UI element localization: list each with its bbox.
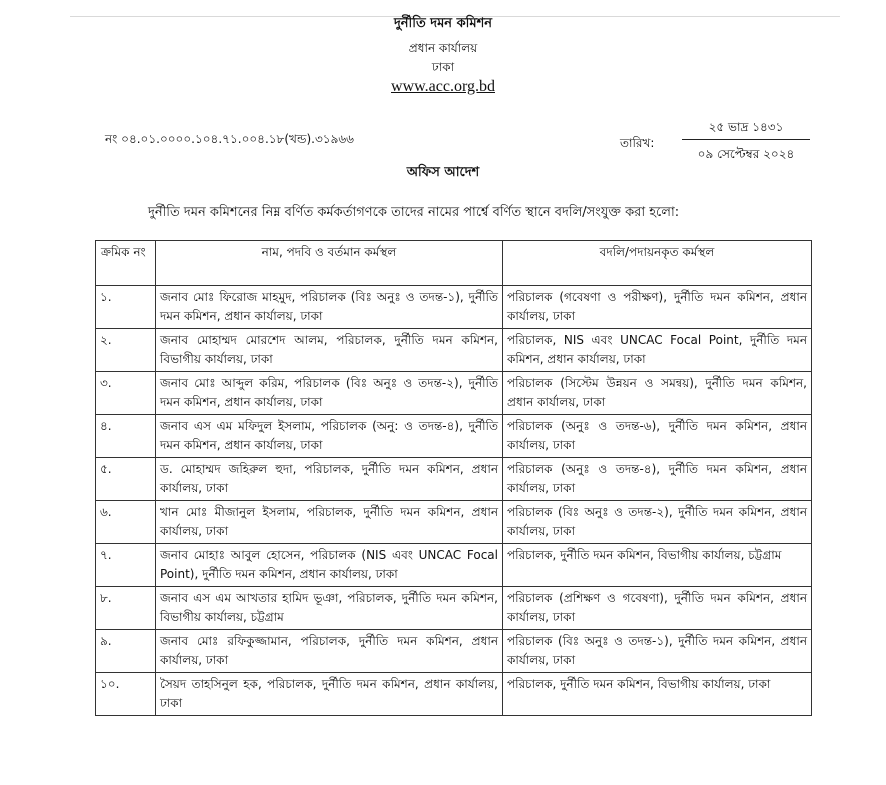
cell-destination: পরিচালক, দুর্নীতি দমন কমিশন, বিভাগীয় কার্যালয়, ঢাকা bbox=[503, 673, 812, 716]
table-row bbox=[96, 544, 812, 587]
table-row bbox=[96, 630, 812, 673]
header-name: নাম, পদবি ও বর্তমান কর্মস্থল bbox=[156, 241, 503, 286]
date-gregorian: ০৯ সেপ্টেম্বর ২০২৪ bbox=[697, 147, 795, 161]
website-link[interactable]: www.acc.org.bd bbox=[391, 78, 495, 95]
cell-serial: ৭. bbox=[96, 544, 156, 587]
table-row bbox=[96, 458, 812, 501]
cell-serial: ৮. bbox=[96, 587, 156, 630]
order-intro: দুর্নীতি দমন কমিশনের নিম্ন বর্ণিত কর্মকর্তাগণকে তাদের নামের পার্শ্বে বর্ণিত স্থানে বদলি/সংযুক্ত করা হলো: bbox=[148, 205, 680, 220]
table-row bbox=[96, 501, 812, 544]
cell-name: জনাব মোঃ ফিরোজ মাহমুদ, পরিচালক (বিঃ অনুঃ ও তদন্ত-১), দুর্নীতি দমন কমিশন, প্রধান কার্যালয়, ঢাকা bbox=[156, 286, 503, 329]
cell-name: জনাব মোহাম্মদ মোরশেদ আলম, পরিচালক, দুর্নীতি দমন কমিশন, বিভাগীয় কার্যালয়, ঢাকা bbox=[156, 329, 503, 372]
cell-destination: পরিচালক (প্রশিক্ষণ ও গবেষণা), দুর্নীতি দমন কমিশন, প্রধান কার্যালয়, ঢাকা bbox=[503, 587, 812, 630]
cell-serial: ৫. bbox=[96, 458, 156, 501]
cell-serial: ২. bbox=[96, 329, 156, 372]
cell-destination: পরিচালক (সিস্টেম উন্নয়ন ও সমন্বয়), দুর্নীতি দমন কমিশন, প্রধান কার্যালয়, ঢাকা bbox=[503, 372, 812, 415]
order-title: অফিস আদেশ bbox=[406, 165, 480, 180]
date-block bbox=[682, 119, 810, 166]
table-row bbox=[96, 329, 812, 372]
table-row bbox=[96, 673, 812, 716]
cell-serial: ১. bbox=[96, 286, 156, 329]
cell-name: জনাব মোহাঃ আবুল হোসেন, পরিচালক (NIS এবং UNCAC Focal Point), দুর্নীতি দমন কমিশন, প্রধান কার্যালয়, ঢাকা bbox=[156, 544, 503, 587]
cell-destination: পরিচালক (বিঃ অনুঃ ও তদন্ত-২), দুর্নীতি দমন কমিশন, প্রধান কার্যালয়, ঢাকা bbox=[503, 501, 812, 544]
transfer-table bbox=[95, 240, 812, 716]
cell-name: খান মোঃ মীজানুল ইসলাম, পরিচালক, দুর্নীতি দমন কমিশন, প্রধান কার্যালয়, ঢাকা bbox=[156, 501, 503, 544]
cell-name: জনাব মোঃ আব্দুল করিম, পরিচালক (বিঃ অনুঃ ও তদন্ত-২), দুর্নীতি দমন কমিশন, প্রধান কার্যালয়, ঢাকা bbox=[156, 372, 503, 415]
cell-serial: ৩. bbox=[96, 372, 156, 415]
cell-name: জনাব মোঃ রফিকুজ্জামান, পরিচালক, দুর্নীতি দমন কমিশন, প্রধান কার্যালয়, ঢাকা bbox=[156, 630, 503, 673]
cell-destination: পরিচালক (অনুঃ ও তদন্ত-৪), দুর্নীতি দমন কমিশন, প্রধান কার্যালয়, ঢাকা bbox=[503, 458, 812, 501]
cell-serial: ৯. bbox=[96, 630, 156, 673]
cell-serial: ৪. bbox=[96, 415, 156, 458]
cell-name: ড. মোহাম্মদ জহিরুল হুদা, পরিচালক, দুর্নীতি দমন কমিশন, প্রধান কার্যালয়, ঢাকা bbox=[156, 458, 503, 501]
table-row bbox=[96, 587, 812, 630]
header-destination: বদলি/পদায়নকৃত কর্মস্থল bbox=[503, 241, 812, 286]
date-bangla: ২৫ ভাদ্র ১৪৩১ bbox=[682, 119, 810, 140]
cell-name: জনাব এস এম আখতার হামিদ ভূঞা, পরিচালক, দুর্নীতি দমন কমিশন, বিভাগীয় কার্যালয়, চট্টগ্রাম bbox=[156, 587, 503, 630]
org-name: দুর্নীতি দমন কমিশন bbox=[393, 16, 493, 31]
cell-destination: পরিচালক, দুর্নীতি দমন কমিশন, বিভাগীয় কার্যালয়, চট্টগ্রাম bbox=[503, 544, 812, 587]
cell-serial: ৬. bbox=[96, 501, 156, 544]
table-row bbox=[96, 372, 812, 415]
table-row bbox=[96, 286, 812, 329]
table-header-row bbox=[96, 241, 812, 286]
table-row bbox=[96, 415, 812, 458]
cell-serial: ১০. bbox=[96, 673, 156, 716]
cell-name: সৈয়দ তাহসিনুল হক, পরিচালক, দুর্নীতি দমন কমিশন, প্রধান কার্যালয়, ঢাকা bbox=[156, 673, 503, 716]
cell-destination: পরিচালক (বিঃ অনুঃ ও তদন্ত-১), দুর্নীতি দমন কমিশন, প্রধান কার্যালয়, ঢাকা bbox=[503, 630, 812, 673]
cell-destination: পরিচালক (অনুঃ ও তদন্ত-৬), দুর্নীতি দমন কমিশন, প্রধান কার্যালয়, ঢাকা bbox=[503, 415, 812, 458]
date-label: তারিখ: bbox=[620, 136, 655, 150]
office-name: প্রধান কার্যালয় bbox=[408, 41, 478, 55]
cell-name: জনাব এস এম মফিদুল ইসলাম, পরিচালক (অনু: ও তদন্ত-৪), দুর্নীতি দমন কমিশন, প্রধান কার্যালয়, ঢাকা bbox=[156, 415, 503, 458]
cell-destination: পরিচালক (গবেষণা ও পরীক্ষণ), দুর্নীতি দমন কমিশন, প্রধান কার্যালয়, ঢাকা bbox=[503, 286, 812, 329]
city-name: ঢাকা bbox=[431, 60, 455, 74]
header-serial: ক্রমিক নং bbox=[96, 241, 156, 286]
reference-number: নং ০৪.০১.০০০০.১০৪.৭১.০০৪.১৮(খন্ড).৩১৯৬৬ bbox=[105, 132, 354, 146]
cell-destination: পরিচালক, NIS এবং UNCAC Focal Point, দুর্নীতি দমন কমিশন, প্রধান কার্যালয়, ঢাকা bbox=[503, 329, 812, 372]
